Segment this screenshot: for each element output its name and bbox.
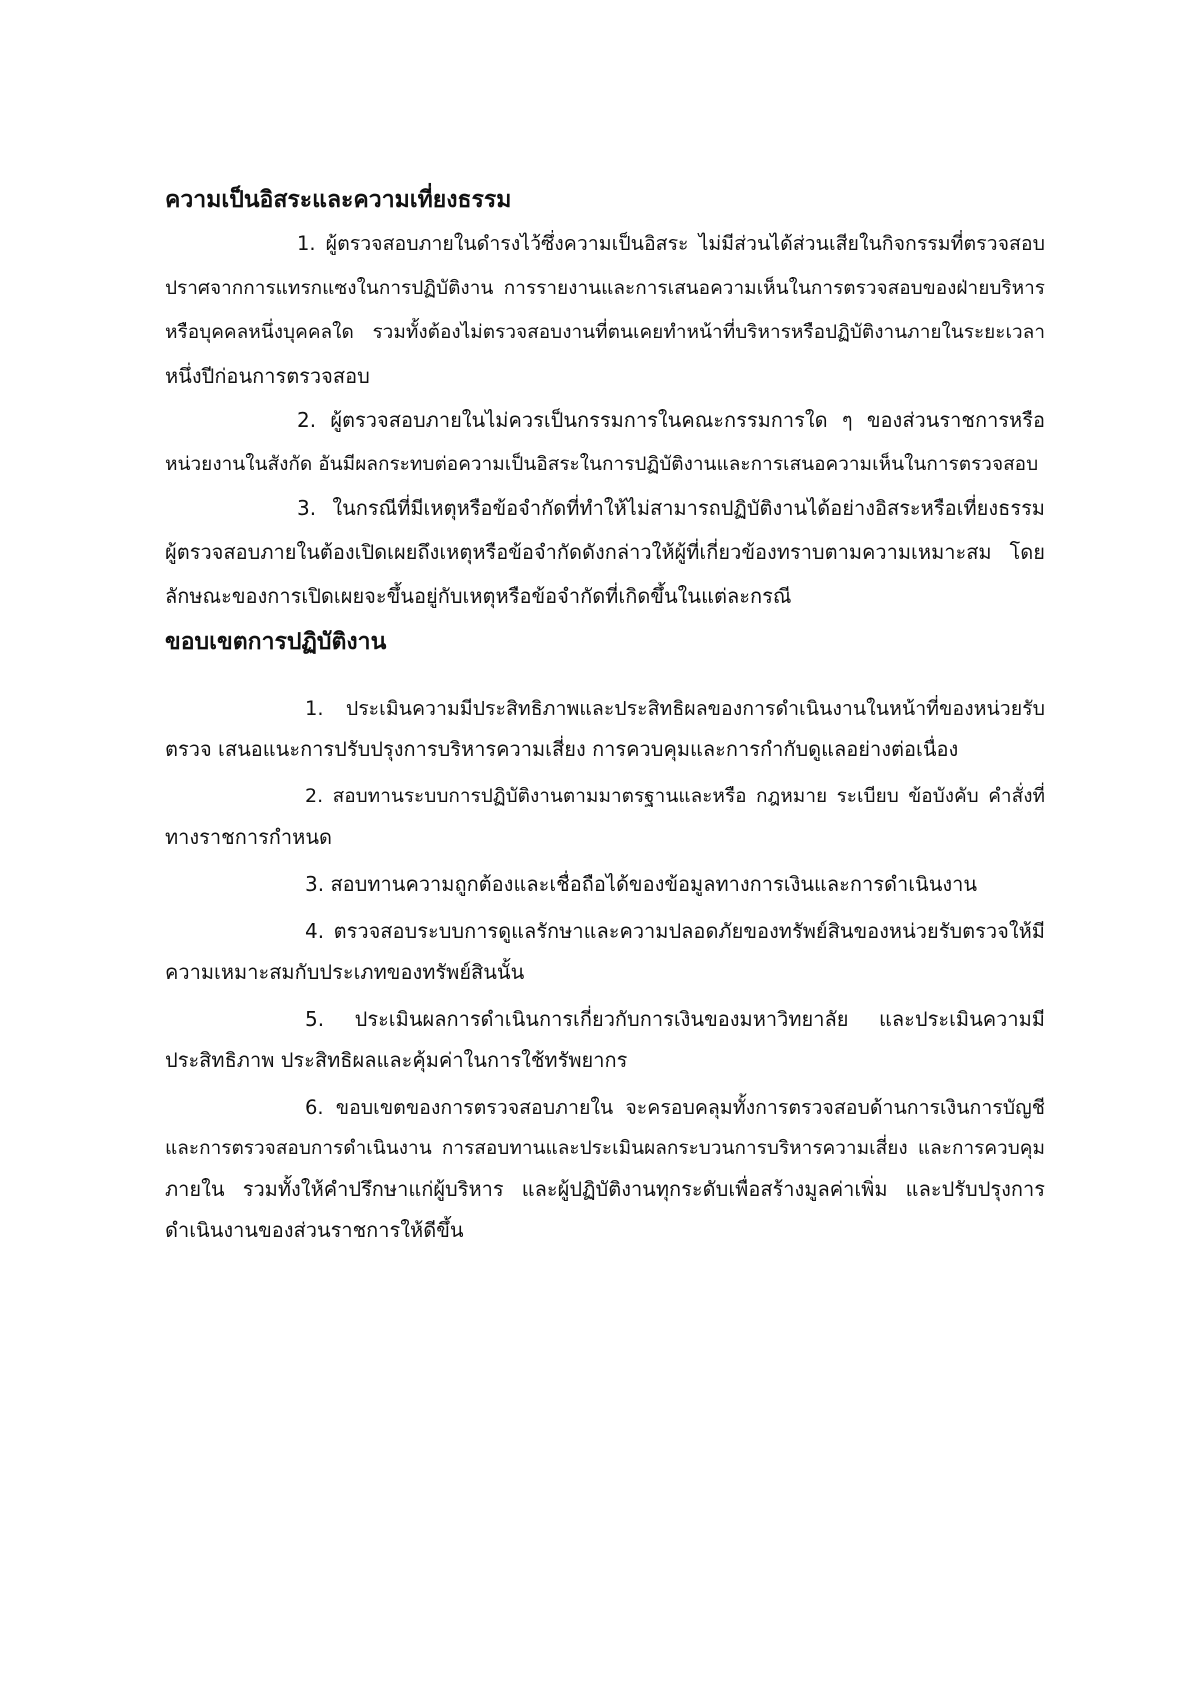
list-item — [165, 911, 1045, 993]
list-item — [165, 776, 1045, 858]
list-item — [165, 222, 1045, 398]
section-heading: ความเป็นอิสระและความเที่ยงธรรม — [165, 187, 512, 213]
section-independence — [165, 178, 1045, 618]
document-body — [165, 178, 1045, 1251]
list-item — [165, 864, 1045, 905]
list-item — [165, 1087, 1045, 1251]
paragraph-line: หน่วยงานในสังกัด อันมีผลกระทบต่อความเป็นอิสระในการปฏิบัติงานและการเสนอความเห็นในการตรวจสอบ — [165, 453, 1039, 475]
paragraph-line: หรือบุคคลหนึ่งบุคคลใด รวมทั้งต้องไม่ตรวจสอบงานที่ตนเคยทำหน้าที่บริหารหรือปฏิบัติงานภายในระยะเวลา — [165, 321, 1045, 343]
section-heading: ขอบเขตการปฏิบัติงาน — [165, 629, 387, 655]
paragraph-line: ทางราชการกำหนด — [165, 825, 332, 849]
paragraph-line: 4. ตรวจสอบระบบการดูแลรักษาและความปลอดภัยของทรัพย์สินของหน่วยรับตรวจให้มี — [305, 919, 1045, 943]
paragraph-line: 1. ประเมินความมีประสิทธิภาพและประสิทธิผลของการดำเนินงานในหน้าที่ของหน่วยรับ — [305, 697, 1045, 720]
paragraph-line: ผู้ตรวจสอบภายในต้องเปิดเผยถึงเหตุหรือข้อจำกัดดังกล่าวให้ผู้ที่เกี่ยวข้องทราบตามความเหมาะสม โดย — [165, 540, 1045, 564]
paragraph-line: หนึ่งปีก่อนการตรวจสอบ — [165, 364, 370, 388]
list-item — [165, 486, 1045, 618]
paragraph-line: ภายใน รวมทั้งให้คำปรึกษาแก่ผู้บริหาร และผู้ปฏิบัติงานทุกระดับเพื่อสร้างมูลค่าเพิ่ม และปรับปรุงการ — [165, 1177, 1045, 1201]
list-item — [165, 999, 1045, 1081]
paragraph-line: ดำเนินงานของส่วนราชการให้ดีขึ้น — [165, 1218, 464, 1242]
paragraph-line: 3. ในกรณีที่มีเหตุหรือข้อจำกัดที่ทำให้ไม่สามารถปฏิบัติงานได้อย่างอิสระหรือเที่ยงธรรม — [297, 496, 1045, 520]
paragraph-line: ลักษณะของการเปิดเผยจะขึ้นอยู่กับเหตุหรือข้อจำกัดที่เกิดขึ้นในแต่ละกรณี — [165, 584, 792, 608]
paragraph-line: ประสิทธิภาพ ประสิทธิผลและคุ้มค่าในการใช้ทรัพยากร — [165, 1048, 628, 1072]
section-scope — [165, 620, 1045, 1251]
paragraph-line: 6. ขอบเขตของการตรวจสอบภายใน จะครอบคลุมทั้งการตรวจสอบด้านการเงินการบัญชี — [305, 1096, 1045, 1119]
paragraph-line: 2. สอบทานระบบการปฏิบัติงานตามมาตรฐานและหรือ กฎหมาย ระเบียบ ข้อบังคับ คำสั่งที่ — [305, 785, 1045, 807]
list-item — [165, 398, 1045, 486]
paragraph-line: 3. สอบทานความถูกต้องและเชื่อถือได้ของข้อมูลทางการเงินและการดำเนินงาน — [305, 872, 978, 896]
paragraph-line: และการตรวจสอบการดำเนินงาน การสอบทานและประเมินผลกระบวนการบริหารความเสี่ยง และการควบคุม — [165, 1137, 1045, 1159]
paragraph-line: 5. ประเมินผลการดำเนินการเกี่ยวกับการเงินของมหาวิทยาลัย และประเมินความมี — [305, 1007, 1045, 1031]
paragraph-line: ตรวจ เสนอแนะการปรับปรุงการบริหารความเสี่ยง การควบคุมและการกำกับดูแลอย่างต่อเนื่อง — [165, 737, 959, 761]
paragraph-line: ความเหมาะสมกับประเภทของทรัพย์สินนั้น — [165, 960, 525, 984]
paragraph-line: 1. ผู้ตรวจสอบภายในดำรงไว้ซึ่งความเป็นอิสระ ไม่มีส่วนได้ส่วนเสียในกิจกรรมที่ตรวจสอบ — [297, 232, 1045, 255]
scope-list — [165, 688, 1045, 1251]
list-item — [165, 688, 1045, 770]
paragraph-line: 2. ผู้ตรวจสอบภายในไม่ควรเป็นกรรมการในคณะกรรมการใด ๆ ของส่วนราชการหรือ — [297, 408, 1045, 432]
paragraph-line: ปราศจากการแทรกแซงในการปฏิบัติงาน การรายงานและการเสนอความเห็นในการตรวจสอบของฝ่ายบริหาร — [165, 277, 1045, 299]
